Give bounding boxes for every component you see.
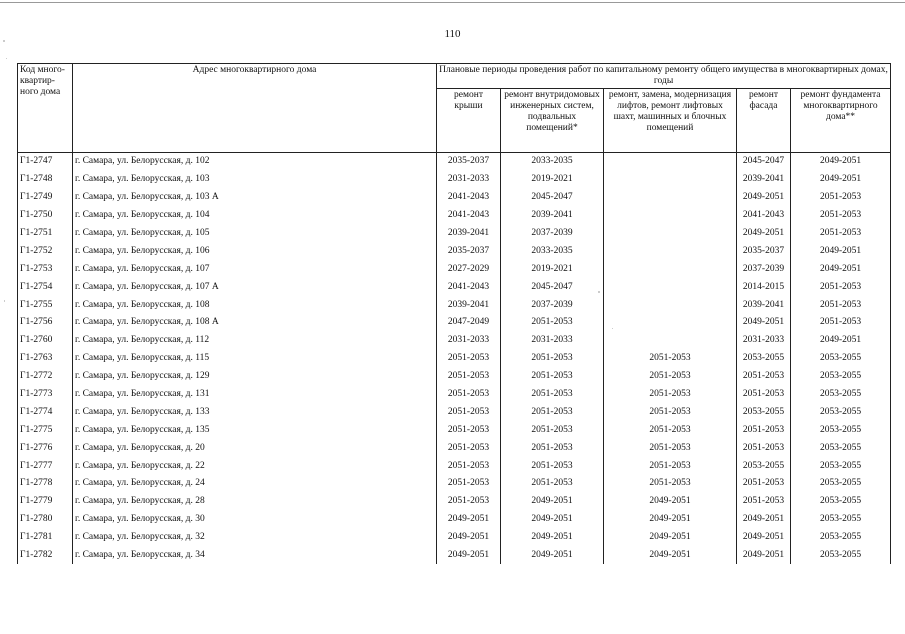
table-row (18, 368, 891, 386)
cell-address: г. Самара, ул. Белорусская, д. 108 (73, 296, 437, 314)
cell-lifts: 2051-2053 (604, 403, 737, 421)
cell-code: Г1-2749 (18, 189, 73, 207)
header-lifts: ремонт, замена, модернизация лифтов, ремонт лифтовых шахт, машинных и блочных помещений (604, 89, 737, 153)
cell-facade: 2051-2053 (737, 421, 791, 439)
cell-roof: 2035-2037 (437, 153, 501, 171)
cell-address: г. Самара, ул. Белорусская, д. 103 (73, 171, 437, 189)
header-code: Код много-квартир-ного дома (18, 64, 73, 153)
cell-facade: 2037-2039 (737, 260, 791, 278)
cell-lifts (604, 332, 737, 350)
table-row (18, 332, 891, 350)
cell-roof: 2051-2053 (437, 350, 501, 368)
cell-systems: 2051-2053 (501, 368, 604, 386)
cell-roof: 2051-2053 (437, 386, 501, 404)
cell-address: г. Самара, ул. Белорусская, д. 106 (73, 242, 437, 260)
cell-code: Г1-2755 (18, 296, 73, 314)
cell-code: Г1-2775 (18, 421, 73, 439)
cell-lifts: 2049-2051 (604, 529, 737, 547)
cell-roof: 2051-2053 (437, 475, 501, 493)
cell-facade: 2051-2053 (737, 368, 791, 386)
cell-foundation: 2049-2051 (791, 332, 891, 350)
cell-systems: 2051-2053 (501, 350, 604, 368)
cell-systems: 2049-2051 (501, 547, 604, 565)
cell-facade: 2051-2053 (737, 493, 791, 511)
cell-code: Г1-2773 (18, 386, 73, 404)
cell-systems: 2051-2053 (501, 439, 604, 457)
cell-lifts: 2051-2053 (604, 421, 737, 439)
scan-speck (598, 291, 600, 293)
table-row (18, 439, 891, 457)
cell-foundation: 2049-2051 (791, 242, 891, 260)
cell-lifts (604, 278, 737, 296)
cell-facade: 2051-2053 (737, 386, 791, 404)
cell-foundation: 2053-2055 (791, 403, 891, 421)
cell-foundation: 2051-2053 (791, 278, 891, 296)
scan-speck (6, 58, 7, 59)
cell-systems: 2049-2051 (501, 529, 604, 547)
cell-systems: 2033-2035 (501, 153, 604, 171)
cell-code: Г1-2774 (18, 403, 73, 421)
cell-systems: 2045-2047 (501, 278, 604, 296)
header-systems: ремонт внутридомовых инженерных систем, подвальных помещений* (501, 89, 604, 153)
cell-lifts (604, 207, 737, 225)
cell-roof: 2051-2053 (437, 403, 501, 421)
cell-facade: 2049-2051 (737, 529, 791, 547)
table-row (18, 547, 891, 565)
cell-systems: 2051-2053 (501, 403, 604, 421)
cell-address: г. Самара, ул. Белорусская, д. 20 (73, 439, 437, 457)
cell-code: Г1-2748 (18, 171, 73, 189)
cell-lifts: 2051-2053 (604, 350, 737, 368)
cell-roof: 2049-2051 (437, 529, 501, 547)
table-row (18, 189, 891, 207)
cell-code: Г1-2760 (18, 332, 73, 350)
scan-top-border (0, 2, 905, 3)
cell-lifts: 2049-2051 (604, 547, 737, 565)
cell-foundation: 2049-2051 (791, 260, 891, 278)
header-facade: ремонт фасада (737, 89, 791, 153)
cell-roof: 2031-2033 (437, 332, 501, 350)
cell-roof: 2039-2041 (437, 225, 501, 243)
cell-foundation: 2053-2055 (791, 547, 891, 565)
cell-lifts (604, 153, 737, 171)
cell-address: г. Самара, ул. Белорусская, д. 34 (73, 547, 437, 565)
cell-lifts (604, 189, 737, 207)
cell-systems: 2031-2033 (501, 332, 604, 350)
cell-roof: 2051-2053 (437, 439, 501, 457)
cell-address: г. Самара, ул. Белорусская, д. 24 (73, 475, 437, 493)
cell-facade: 2049-2051 (737, 189, 791, 207)
cell-systems: 2051-2053 (501, 386, 604, 404)
cell-lifts (604, 242, 737, 260)
cell-systems: 2039-2041 (501, 207, 604, 225)
cell-address: г. Самара, ул. Белорусская, д. 30 (73, 511, 437, 529)
cell-code: Г1-2776 (18, 439, 73, 457)
cell-facade: 2049-2051 (737, 314, 791, 332)
cell-lifts: 2051-2053 (604, 439, 737, 457)
cell-lifts (604, 314, 737, 332)
cell-code: Г1-2756 (18, 314, 73, 332)
cell-roof: 2049-2051 (437, 547, 501, 565)
cell-facade: 2053-2055 (737, 350, 791, 368)
cell-address: г. Самара, ул. Белорусская, д. 104 (73, 207, 437, 225)
cell-code: Г1-2782 (18, 547, 73, 565)
cell-address: г. Самара, ул. Белорусская, д. 103 А (73, 189, 437, 207)
table-row (18, 225, 891, 243)
scan-speck (612, 328, 613, 329)
cell-foundation: 2053-2055 (791, 350, 891, 368)
table-row (18, 242, 891, 260)
cell-address: г. Самара, ул. Белорусская, д. 112 (73, 332, 437, 350)
cell-code: Г1-2778 (18, 475, 73, 493)
cell-systems: 2049-2051 (501, 511, 604, 529)
cell-roof: 2027-2029 (437, 260, 501, 278)
cell-code: Г1-2781 (18, 529, 73, 547)
cell-lifts (604, 260, 737, 278)
cell-facade: 2049-2051 (737, 511, 791, 529)
header-foundation: ремонт фундамента многоквартирного дома** (791, 89, 891, 153)
table-row (18, 421, 891, 439)
scan-speck (3, 40, 5, 42)
cell-foundation: 2049-2051 (791, 171, 891, 189)
cell-address: г. Самара, ул. Белорусская, д. 108 А (73, 314, 437, 332)
cell-facade: 2045-2047 (737, 153, 791, 171)
cell-roof: 2051-2053 (437, 493, 501, 511)
cell-code: Г1-2763 (18, 350, 73, 368)
cell-foundation: 2053-2055 (791, 493, 891, 511)
cell-foundation: 2051-2053 (791, 314, 891, 332)
cell-address: г. Самара, ул. Белорусская, д. 107 А (73, 278, 437, 296)
cell-roof: 2051-2053 (437, 368, 501, 386)
cell-systems: 2019-2021 (501, 260, 604, 278)
table-row (18, 511, 891, 529)
cell-code: Г1-2753 (18, 260, 73, 278)
cell-systems: 2051-2053 (501, 314, 604, 332)
cell-roof: 2049-2051 (437, 511, 501, 529)
cell-foundation: 2051-2053 (791, 225, 891, 243)
cell-roof: 2035-2037 (437, 242, 501, 260)
cell-foundation: 2053-2055 (791, 439, 891, 457)
cell-facade: 2014-2015 (737, 278, 791, 296)
cell-systems: 2051-2053 (501, 457, 604, 475)
cell-code: Г1-2747 (18, 153, 73, 171)
cell-address: г. Самара, ул. Белорусская, д. 22 (73, 457, 437, 475)
cell-facade: 2035-2037 (737, 242, 791, 260)
cell-systems: 2051-2053 (501, 421, 604, 439)
header-roof: ремонт крыши (437, 89, 501, 153)
cell-lifts: 2051-2053 (604, 457, 737, 475)
cell-facade: 2049-2051 (737, 547, 791, 565)
cell-systems: 2019-2021 (501, 171, 604, 189)
table-row (18, 207, 891, 225)
table-row (18, 457, 891, 475)
cell-systems: 2037-2039 (501, 296, 604, 314)
cell-roof: 2041-2043 (437, 207, 501, 225)
header-periods-group: Плановые периоды проведения работ по капитальному ремонту общего имущества в многоквартирных домах, годы (437, 64, 891, 89)
cell-foundation: 2053-2055 (791, 475, 891, 493)
cell-foundation: 2051-2053 (791, 189, 891, 207)
table-row (18, 403, 891, 421)
page-number: 110 (444, 28, 461, 40)
cell-address: г. Самара, ул. Белорусская, д. 32 (73, 529, 437, 547)
cell-code: Г1-2750 (18, 207, 73, 225)
table-row (18, 296, 891, 314)
table-row (18, 153, 891, 171)
cell-lifts (604, 171, 737, 189)
cell-facade: 2041-2043 (737, 207, 791, 225)
cell-address: г. Самара, ул. Белорусская, д. 135 (73, 421, 437, 439)
cell-roof: 2041-2043 (437, 189, 501, 207)
cell-code: Г1-2751 (18, 225, 73, 243)
cell-foundation: 2053-2055 (791, 386, 891, 404)
cell-address: г. Самара, ул. Белорусская, д. 131 (73, 386, 437, 404)
table-header (18, 64, 891, 153)
cell-address: г. Самара, ул. Белорусская, д. 105 (73, 225, 437, 243)
cell-facade: 2031-2033 (737, 332, 791, 350)
scan-speck (4, 300, 5, 302)
cell-address: г. Самара, ул. Белорусская, д. 107 (73, 260, 437, 278)
table-row (18, 314, 891, 332)
cell-foundation: 2053-2055 (791, 368, 891, 386)
cell-systems: 2051-2053 (501, 475, 604, 493)
table-row (18, 475, 891, 493)
cell-lifts (604, 225, 737, 243)
cell-foundation: 2053-2055 (791, 421, 891, 439)
cell-foundation: 2053-2055 (791, 457, 891, 475)
cell-address: г. Самара, ул. Белорусская, д. 28 (73, 493, 437, 511)
cell-foundation: 2051-2053 (791, 296, 891, 314)
cell-foundation: 2053-2055 (791, 529, 891, 547)
cell-roof: 2047-2049 (437, 314, 501, 332)
cell-roof: 2041-2043 (437, 278, 501, 296)
cell-code: Г1-2777 (18, 457, 73, 475)
cell-lifts (604, 296, 737, 314)
cell-lifts: 2051-2053 (604, 368, 737, 386)
cell-systems: 2033-2035 (501, 242, 604, 260)
cell-code: Г1-2772 (18, 368, 73, 386)
table-row (18, 386, 891, 404)
cell-code: Г1-2779 (18, 493, 73, 511)
table-row (18, 260, 891, 278)
cell-roof: 2051-2053 (437, 457, 501, 475)
cell-address: г. Самара, ул. Белорусская, д. 133 (73, 403, 437, 421)
cell-foundation: 2049-2051 (791, 153, 891, 171)
cell-facade: 2049-2051 (737, 225, 791, 243)
cell-systems: 2049-2051 (501, 493, 604, 511)
cell-lifts: 2051-2053 (604, 475, 737, 493)
cell-roof: 2039-2041 (437, 296, 501, 314)
cell-facade: 2039-2041 (737, 296, 791, 314)
cell-lifts: 2049-2051 (604, 511, 737, 529)
cell-roof: 2051-2053 (437, 421, 501, 439)
header-address: Адрес многоквартирного дома (73, 64, 437, 153)
cell-foundation: 2053-2055 (791, 511, 891, 529)
cell-address: г. Самара, ул. Белорусская, д. 129 (73, 368, 437, 386)
cell-facade: 2051-2053 (737, 439, 791, 457)
table-row (18, 529, 891, 547)
cell-roof: 2031-2033 (437, 171, 501, 189)
cell-code: Г1-2780 (18, 511, 73, 529)
table-row (18, 350, 891, 368)
cell-foundation: 2051-2053 (791, 207, 891, 225)
table-row (18, 278, 891, 296)
cell-facade: 2053-2055 (737, 403, 791, 421)
cell-lifts: 2051-2053 (604, 386, 737, 404)
capital-repair-table (17, 63, 891, 564)
cell-systems: 2037-2039 (501, 225, 604, 243)
cell-facade: 2053-2055 (737, 457, 791, 475)
cell-facade: 2051-2053 (737, 475, 791, 493)
cell-address: г. Самара, ул. Белорусская, д. 115 (73, 350, 437, 368)
cell-code: Г1-2752 (18, 242, 73, 260)
cell-facade: 2039-2041 (737, 171, 791, 189)
cell-address: г. Самара, ул. Белорусская, д. 102 (73, 153, 437, 171)
cell-code: Г1-2754 (18, 278, 73, 296)
table-row (18, 171, 891, 189)
cell-lifts: 2049-2051 (604, 493, 737, 511)
table-body (18, 153, 891, 565)
table-row (18, 493, 891, 511)
cell-systems: 2045-2047 (501, 189, 604, 207)
